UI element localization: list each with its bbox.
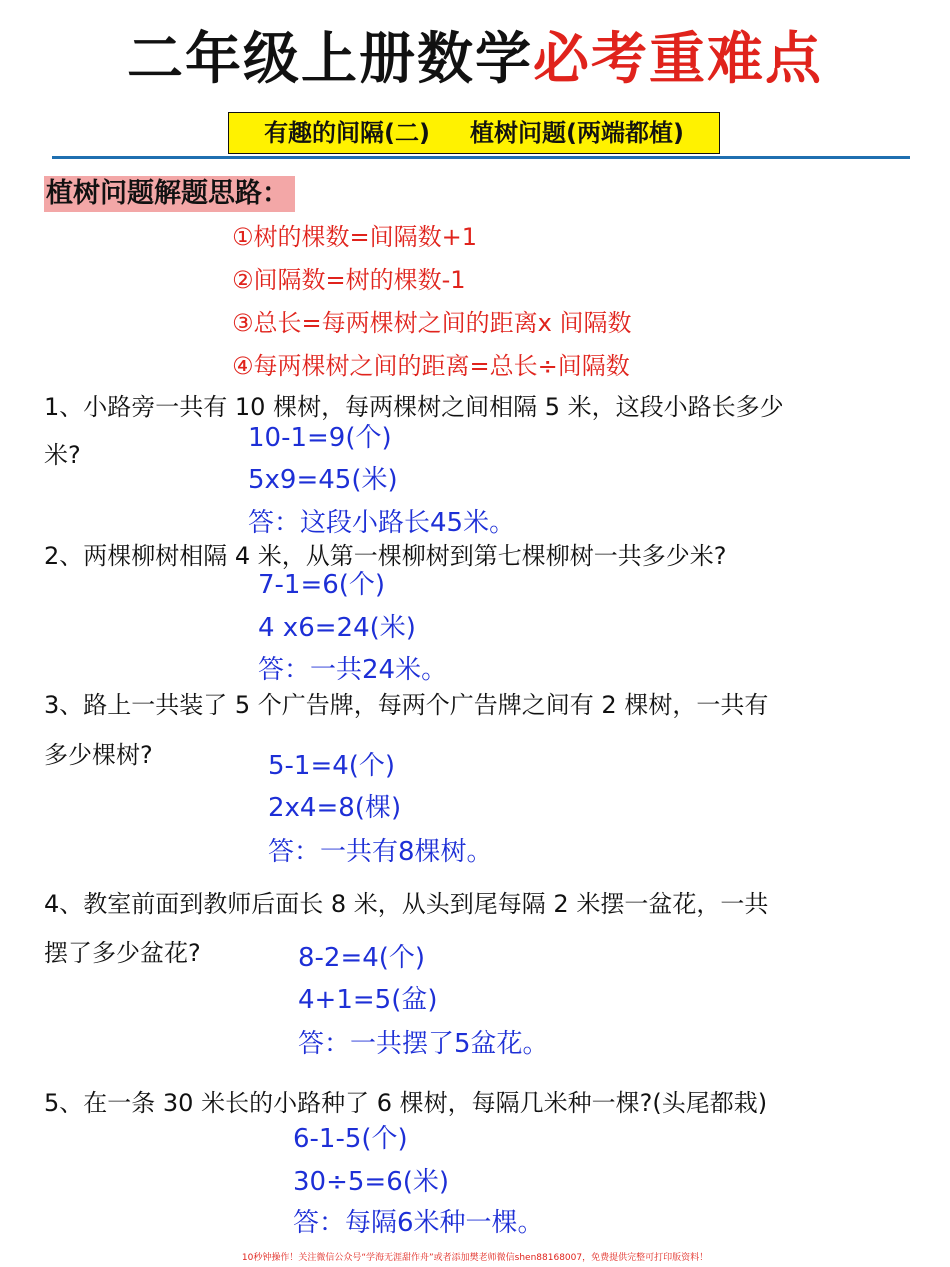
answer-3-step-2: 2x4=8(棵): [268, 793, 402, 823]
answer-4-step-2: 4+1=5(盆): [298, 985, 438, 1015]
answer-2-step-2: 4 x6=24(米): [258, 613, 416, 643]
question-3-line-1: 3、路上一共装了 5 个广告牌，每两个广告牌之间有 2 棵树，一共有: [44, 691, 769, 719]
answer-3-conclusion: 答：一共有8棵树。: [268, 837, 493, 867]
footer-note: 10秒钟操作！关注微信公众号“学海无涯甜作舟”或者添加樊老师微信shen88168007，免费提供完整可打印版资料！: [241, 1253, 709, 1263]
question-3-line-2: 多少棵树?: [44, 741, 153, 769]
tips-heading: 植树问题解题思路：: [44, 176, 295, 212]
question-4-line-1: 4、教室前面到教师后面长 8 米，从头到尾每隔 2 米摆一盆花，一共: [44, 890, 769, 918]
answer-4-step-1: 8-2=4(个): [298, 943, 426, 973]
page-title: [0, 24, 950, 96]
answer-1-conclusion: 答：这段小路长45米。: [248, 508, 516, 538]
title-part-red: 必考重难点: [533, 27, 823, 92]
tip-item: ①树的棵数=间隔数+1: [232, 223, 478, 251]
question-4-line-2: 摆了多少盆花?: [44, 939, 201, 967]
question-2-line-1: 2、两棵柳树相隔 4 米，从第一棵柳树到第七棵柳树一共多少米?: [44, 542, 727, 570]
answer-3-step-1: 5-1=4(个): [268, 751, 396, 781]
answer-5-step-1: 6-1-5(个): [293, 1124, 408, 1154]
answer-1-step-2: 5x9=45(米): [248, 465, 398, 495]
answer-1-step-1: 10-1=9(个): [248, 423, 392, 453]
tip-item: ③总长=每两棵树之间的距离x 间隔数: [232, 309, 632, 337]
question-1-line-2: 米?: [44, 441, 81, 469]
answer-5-step-2: 30÷5=6(米): [293, 1167, 450, 1197]
question-1-line-1: 1、小路旁一共有 10 棵树，每两棵树之间相隔 5 米，这段小路长多少: [44, 393, 784, 421]
subtitle-right: 植树问题(两端都植): [470, 119, 684, 147]
divider-line: [52, 156, 910, 159]
subtitle-left: 有趣的间隔(二): [264, 119, 430, 147]
title-part-black: 二年级上册数学: [127, 27, 533, 92]
question-5-line-1: 5、在一条 30 米长的小路种了 6 棵树，每隔几米种一棵?(头尾都栽): [44, 1089, 768, 1117]
answer-4-conclusion: 答：一共摆了5盆花。: [298, 1029, 549, 1059]
answer-5-conclusion: 答：每隔6米种一棵。: [293, 1208, 544, 1238]
tip-item: ②间隔数=树的棵数-1: [232, 266, 466, 294]
subtitle-banner: [228, 112, 720, 154]
answer-2-conclusion: 答：一共24米。: [258, 655, 448, 685]
answer-2-step-1: 7-1=6(个): [258, 570, 386, 600]
tip-item: ④每两棵树之间的距离=总长÷间隔数: [232, 352, 630, 380]
